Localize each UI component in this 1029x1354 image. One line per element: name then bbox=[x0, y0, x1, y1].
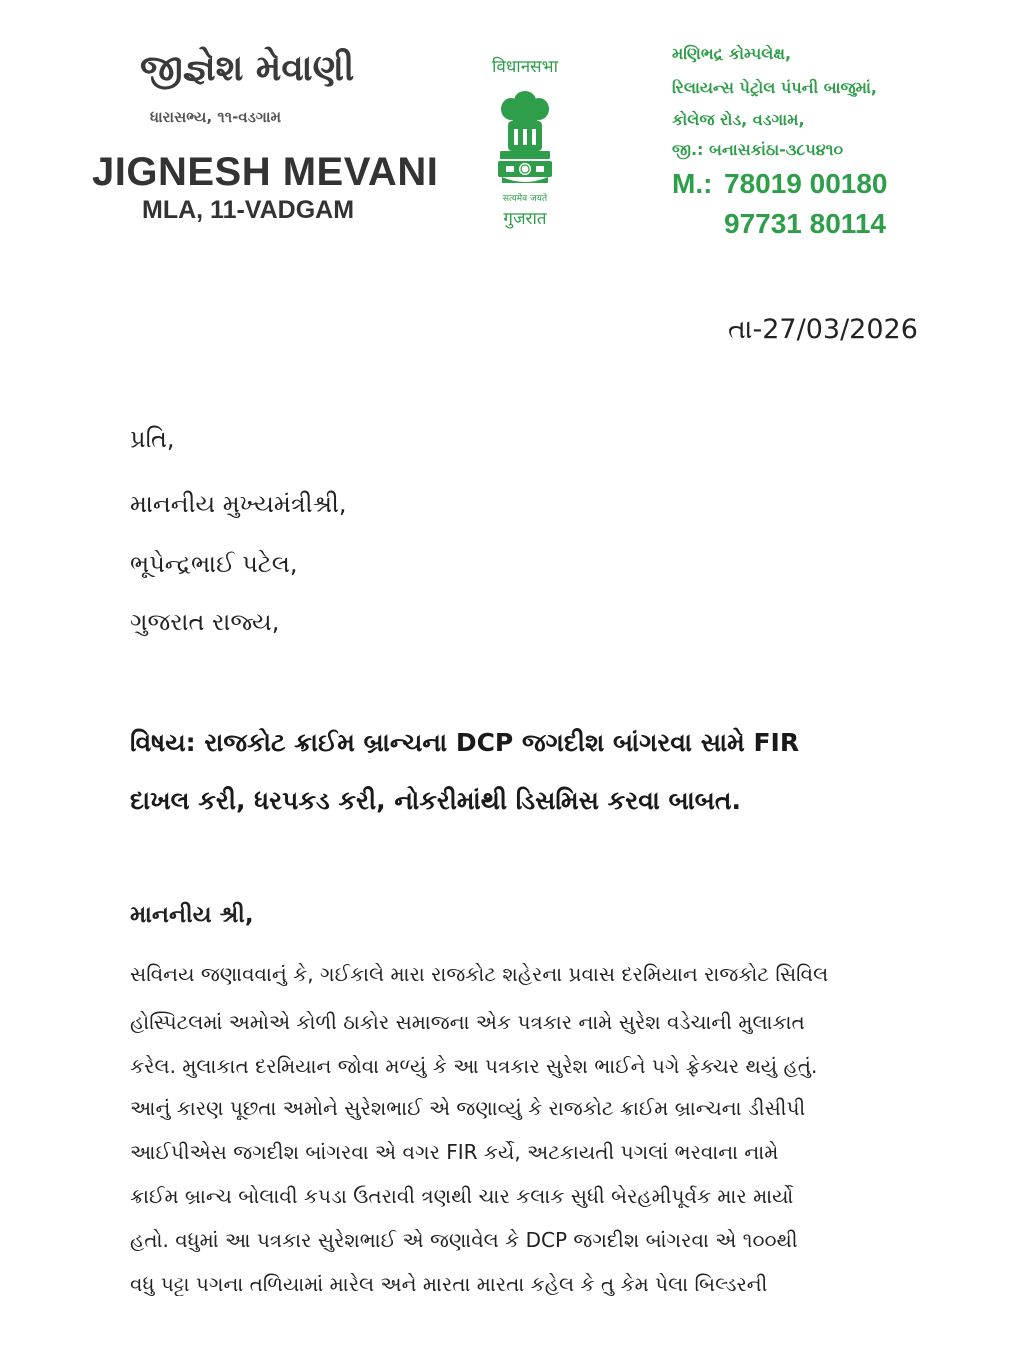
subject-line: વિષય: રાજકોટ ક્રાઈમ બ્રાન્ચના DCP જગદીશ બાંગરવા સામે FIR bbox=[130, 728, 800, 757]
address-line: મણિભદ્ર કોમ્પલેક્ષ, bbox=[672, 44, 792, 63]
subject-line: દાખલ કરી, ધરપકડ કરી, નોકરીમાંથી ડિસમિસ કરવા બાબત. bbox=[130, 786, 741, 815]
address-line: રિલાયન્સ પેટ્રોલ પંપની બાજુમાં, bbox=[672, 78, 877, 97]
letterhead-designation-gujarati: ધારાસભ્ય, ૧૧-વડગામ bbox=[150, 108, 282, 126]
body-line: હતો. વધુમાં આ પત્રકાર સુરેશભાઈ એ જણાવેલ કે DCP જગદીશ બાંગરવા એ ૧૦૦થી bbox=[130, 1228, 798, 1252]
lion-capital-emblem-icon bbox=[494, 87, 556, 189]
body-line: વધુ પટ્ટા પગના તળિયામાં મારેલ અને મારતા મારતા કહેલ કે તુ કેમ પેલા બિલ્ડરની bbox=[130, 1272, 768, 1296]
body-line: કરેલ. મુલાકાત દરમિયાન જોવા મળ્યું કે આ પત્રકાર સુરેશ ભાઈને પગે ફ્રેક્ચર થયું હતું. bbox=[130, 1054, 818, 1078]
body-line: સવિનય જણાવવાનું કે, ગઈકાલે મારા રાજકોટ શહેરના પ્રવાસ દરમિયાન રાજકોટ સિવિલ bbox=[130, 962, 829, 986]
mobile-number-2: 97731 80114 bbox=[724, 208, 886, 239]
letterhead-name-english: JIGNESH MEVANI bbox=[92, 150, 439, 194]
address-line: જી.: બનાસકાંઠા-૩૮૫૪૧૦ bbox=[672, 140, 844, 159]
recipient-line: ગુજરાત રાજ્ય, bbox=[130, 608, 280, 636]
body-line: ક્રાઈમ બ્રાન્ચ બોલાવી કપડા ઉતરાવી ત્રણથી ચાર કલાક સુધી બેરહમીપૂર્વક માર માર્યો bbox=[130, 1184, 794, 1208]
letterhead-designation-english: MLA, 11-VADGAM bbox=[142, 196, 355, 224]
body-line: આઈપીએસ જગદીશ બાંગરવા એ વગર FIR કર્યે, અટકાયતી પગલાં ભરવાના નામે bbox=[130, 1140, 779, 1164]
mobile-label: M.: bbox=[672, 168, 713, 199]
salutation: માનનીય શ્રી, bbox=[130, 902, 254, 928]
body-line: આનું કારણ પૂછતા અમોને સુરેશભાઈ એ જણાવ્યું કે રાજકોટ ક્રાઈમ બ્રાન્ચના ડીસીપી bbox=[130, 1096, 806, 1120]
state-label: गुजरात bbox=[503, 209, 547, 229]
letterhead-name-gujarati: જીજ્ઞેશ મેવાણી bbox=[140, 48, 355, 89]
emblem-motto: सत्यमेव जयते bbox=[502, 194, 548, 204]
house-label: विधानसभा bbox=[492, 57, 558, 77]
body-line: હોસ્પિટલમાં અમોએ કોળી ઠાકોર સમાજના એક પત્રકાર નામે સુરેશ વડેચાની મુલાકાત bbox=[130, 1010, 805, 1034]
state-emblem-block bbox=[470, 54, 580, 244]
recipient-line: માનનીય મુખ્યમંત્રીશ્રી, bbox=[130, 490, 347, 518]
address-line: કોલેજ રોડ, વડગામ, bbox=[672, 110, 805, 129]
recipient-line: ભૂપેન્દ્રભાઈ પટેલ, bbox=[130, 550, 298, 578]
letter-date: તા-27/03/2026 bbox=[728, 314, 918, 345]
mobile-number-1: 78019 00180 bbox=[724, 168, 888, 199]
recipient-line: પ્રતિ, bbox=[130, 425, 175, 453]
